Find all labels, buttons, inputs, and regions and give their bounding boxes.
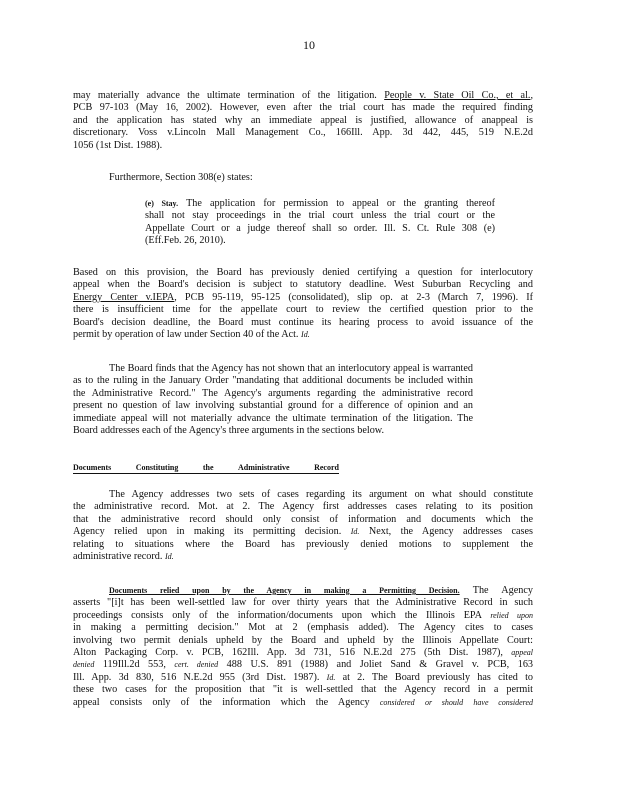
text-line: Agency relied upon in making its permitting decision. Id. Next, the Agency addresses cases (73, 526, 534, 538)
text-line: permit by operation of law under Section 40 of the Act. Id. (73, 329, 310, 341)
paragraph-documents-relied (73, 585, 533, 709)
paragraph-agency-addresses (73, 489, 533, 563)
text-line: 1056 (1st Dist. 1988). (73, 139, 163, 151)
text-line: asserts "[i]t has been well-settled law for over thirty years that the Administrative Record in such (73, 597, 533, 609)
text-line: the administrative record. Mot. at 2. The Agency first addresses cases relating to its position (73, 501, 533, 513)
text-line: Board's decision deadline, the Board must continue its hearing process to avoid issuance of the (73, 316, 533, 328)
text-line: The Agency addresses two sets of cases regarding its argument on what should constitute (109, 489, 533, 500)
text-line: denied 119Ill.2d 553, cert. denied 488 U.S. 891 (1988) and Joliet Sand & Gravel v. PCB, 163 (73, 659, 534, 671)
text-line: these two cases for the proposition that "it is well-settled that the Agency record in a permit (73, 684, 533, 696)
block-quote (145, 198, 495, 248)
paragraph-intro (73, 90, 533, 152)
text-line: involving two permit denials upheld by the Board and upheld by the Illinois Appellate Court: (73, 634, 533, 646)
text-line: PCB 97-103 (May 16, 2002). However, even after the trial court has made the required finding (73, 102, 533, 114)
text-line: Documents relied upon by the Agency in making a Permitting Decision. The Agency (109, 585, 533, 596)
text-line: immediate appeal will not materially advance the ultimate termination of the litigation. The (73, 412, 473, 424)
text-line: administrative record. Id. (73, 551, 174, 563)
page-number: 10 (303, 38, 315, 52)
section-heading (73, 463, 339, 474)
text-line: shall not stay proceedings in the trial court unless the trial court or the (145, 210, 495, 222)
heading-word: Record (314, 463, 339, 472)
text-line: appeal consists only of the information which the Agency considered or should have considered (73, 696, 534, 708)
heading-word: Constituting (135, 463, 179, 472)
text-line: proceedings consists only of the information/documents upon which the Illinois EPA relied upon (73, 609, 533, 621)
text-line: (e) Stay. The application for permission to appeal or the granting thereof (145, 198, 495, 209)
text-line: Alton Packaging Corp. v. PCB, 162Ill. App. 3d 731, 516 N.E.2d 275 (5th Dist. 1987), appeal (73, 647, 534, 659)
text-line: appeal when the Board's decision is subject to statutory deadline. West Suburban Recycling and (73, 279, 533, 291)
text-line: The Board finds that the Agency has not shown that an interlocutory appeal is warranted (109, 363, 473, 374)
text-line: present no question of law involving substantial ground for a difference of opinion and an (73, 400, 473, 412)
text-line: and the application has stated why an immediate appeal is justified, allowance of anappeal is (73, 114, 533, 126)
text-line: Board addresses each of the Agency's three arguments in the sections below. (73, 425, 385, 437)
heading-word: Documents (73, 463, 112, 472)
heading-word: Administrative (238, 463, 290, 472)
text-line: that the administrative record should only consist of information and documents which the (73, 513, 533, 525)
text-line: there is insufficient time for the appellate court to review the certified question prior to the (73, 304, 533, 316)
text-line: Appellate Court or a judge thereof shall so order. Ill. S. Ct. Rule 308 (e) (145, 222, 495, 234)
text-line: in making a permitting decision." Mot at 2 (emphasis added). The Agency cites to cases (73, 622, 533, 634)
text-line: may materially advance the ultimate termination of the litigation. People v. State Oil Co., et al., (73, 90, 534, 101)
text-line: Energy Center v.IEPA, PCB 95-119, 95-125 (consolidated), slip op. at 2-3 (March 7, 1996). If (73, 291, 533, 303)
text-line: Based on this provision, the Board has previously denied certifying a question for interlocutory (73, 267, 533, 278)
paragraph-provision (73, 267, 533, 341)
text-line: the Administrative Record." The Agency's arguments regarding the administrative record (73, 387, 473, 399)
text-line: as to the ruling in the January Order "mandating that additional documents be included within (73, 375, 473, 387)
text-line: discretionary. Voss v.Lincoln Mall Management Co., 166Ill. App. 3d 442, 445, 519 N.E.2d (73, 127, 533, 139)
subsection-heading: Documents relied upon by the Agency in making a Permitting Decision. (109, 586, 460, 595)
text-line: (Eff.Feb. 26, 2010). (145, 235, 226, 247)
text-line: Ill. App. 3d 830, 516 N.E.2d 955 (3rd Dist. 1987). Id. at 2. The Board previously has cited to (73, 671, 534, 683)
text-line: relating to situations where the Board has previously denied motions to supplement the (73, 538, 533, 550)
text-line: Furthermore, Section 308(e) states: (109, 172, 253, 183)
paragraph-board-finds (73, 363, 473, 437)
heading-word: the (202, 463, 214, 472)
paragraph-furthermore (109, 172, 409, 184)
